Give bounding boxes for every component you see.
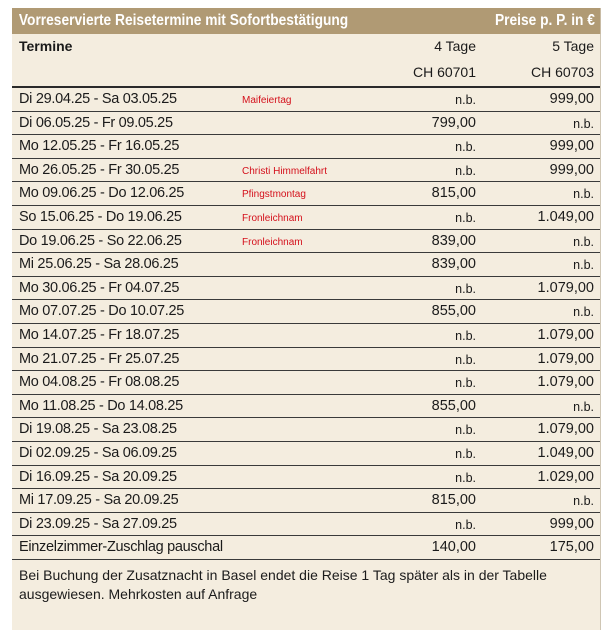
table-row bbox=[12, 489, 600, 513]
row-price-5-tage: n.b. bbox=[573, 494, 594, 509]
row-date: Mo 09.06.25 - Do 12.06.25 bbox=[19, 185, 185, 202]
row-price-4-tage: n.b. bbox=[455, 140, 476, 155]
row-date: Mo 26.05.25 - Fr 30.05.25 bbox=[19, 161, 180, 178]
table-row bbox=[12, 536, 600, 560]
row-date: Mi 25.06.25 - Sa 28.06.25 bbox=[19, 256, 179, 273]
row-price-4-tage: n.b. bbox=[455, 328, 476, 343]
row-date: Do 19.06.25 - So 22.06.25 bbox=[19, 232, 182, 249]
row-price-5-tage: 1.029,00 bbox=[537, 468, 594, 485]
table-row bbox=[12, 395, 600, 419]
table-row bbox=[12, 513, 600, 537]
row-price-4-tage: n.b. bbox=[455, 423, 476, 438]
row-price-4-tage: 799,00 bbox=[431, 114, 476, 131]
table-row bbox=[12, 371, 600, 395]
table-row bbox=[12, 253, 600, 277]
price-note: Preise p. P. in € bbox=[494, 12, 595, 29]
table-title: Vorreservierte Reisetermine mit Sofortbestätigung bbox=[18, 12, 349, 29]
row-price-4-tage: 839,00 bbox=[431, 256, 476, 273]
row-price-4-tage: n.b. bbox=[455, 446, 476, 461]
row-date: Di 19.08.25 - Sa 23.08.25 bbox=[19, 421, 177, 438]
table-row bbox=[12, 277, 600, 301]
row-date: Mi 17.09.25 - Sa 20.09.25 bbox=[19, 492, 179, 509]
table-row bbox=[12, 88, 600, 112]
header-termine: Termine bbox=[19, 38, 73, 54]
row-price-5-tage: 1.079,00 bbox=[537, 279, 594, 296]
row-date: Di 16.09.25 - Sa 20.09.25 bbox=[19, 468, 177, 485]
row-price-5-tage: 175,00 bbox=[549, 539, 594, 556]
row-date: Mo 11.08.25 - Do 14.08.25 bbox=[19, 397, 183, 414]
row-date: Mo 12.05.25 - Fr 16.05.25 bbox=[19, 138, 180, 155]
table-row bbox=[12, 206, 600, 230]
table-row bbox=[12, 300, 600, 324]
header-4-tage: 4 Tage bbox=[434, 38, 476, 54]
row-price-4-tage: n.b. bbox=[455, 470, 476, 485]
row-date: Mo 21.07.25 - Fr 25.07.25 bbox=[19, 350, 180, 367]
row-price-4-tage: 140,00 bbox=[431, 539, 476, 556]
row-price-4-tage: n.b. bbox=[455, 352, 476, 367]
table-row bbox=[12, 466, 600, 490]
table-row bbox=[12, 442, 600, 466]
table-rows bbox=[12, 88, 600, 560]
row-price-5-tage: n.b. bbox=[573, 258, 594, 273]
row-price-4-tage: n.b. bbox=[455, 210, 476, 225]
row-holiday-note: Fronleichnam bbox=[242, 212, 303, 224]
row-price-5-tage: n.b. bbox=[573, 399, 594, 414]
row-price-5-tage: 1.079,00 bbox=[537, 374, 594, 391]
row-date: Einzelzimmer-Zuschlag pauschal bbox=[19, 539, 223, 556]
table-header bbox=[12, 34, 600, 88]
row-holiday-note: Maifeiertag bbox=[242, 95, 292, 106]
row-price-5-tage: n.b. bbox=[573, 187, 594, 202]
table-row bbox=[12, 230, 600, 254]
table-row bbox=[12, 112, 600, 136]
row-price-5-tage: n.b. bbox=[573, 116, 594, 131]
row-date: So 15.06.25 - Do 19.06.25 bbox=[19, 208, 182, 225]
row-price-4-tage: 855,00 bbox=[431, 303, 476, 320]
row-date: Mo 14.07.25 - Fr 18.07.25 bbox=[19, 326, 180, 343]
row-price-5-tage: 999,00 bbox=[549, 91, 594, 107]
row-price-5-tage: n.b. bbox=[573, 234, 594, 249]
row-price-4-tage: 815,00 bbox=[431, 185, 476, 202]
row-date: Mo 07.07.25 - Do 10.07.25 bbox=[19, 303, 185, 320]
row-price-4-tage: 815,00 bbox=[431, 492, 476, 509]
row-holiday-note: Pfingstmontag bbox=[242, 189, 306, 201]
row-date: Mo 04.08.25 - Fr 08.08.25 bbox=[19, 374, 180, 391]
row-price-4-tage: n.b. bbox=[455, 517, 476, 532]
table-row bbox=[12, 324, 600, 348]
price-table bbox=[12, 8, 601, 630]
row-date: Mo 30.06.25 - Fr 04.07.25 bbox=[19, 279, 180, 296]
header-5-tage: 5 Tage bbox=[552, 38, 594, 54]
row-price-5-tage: 1.079,00 bbox=[537, 350, 594, 367]
row-price-4-tage: n.b. bbox=[455, 281, 476, 296]
row-price-5-tage: 1.049,00 bbox=[537, 208, 594, 225]
row-price-4-tage: 839,00 bbox=[431, 232, 476, 249]
table-row bbox=[12, 182, 600, 206]
row-price-5-tage: 999,00 bbox=[549, 161, 594, 178]
row-price-4-tage: 855,00 bbox=[431, 397, 476, 414]
header-code-4: CH 60701 bbox=[412, 64, 476, 80]
header-code-5: CH 60703 bbox=[530, 64, 594, 80]
row-price-5-tage: 1.079,00 bbox=[537, 421, 594, 438]
table-row bbox=[12, 348, 600, 372]
row-date: Di 02.09.25 - Sa 06.09.25 bbox=[19, 444, 177, 461]
row-price-4-tage: n.b. bbox=[455, 93, 476, 107]
row-date: Di 06.05.25 - Fr 09.05.25 bbox=[19, 114, 173, 131]
row-date: Di 29.04.25 - Sa 03.05.25 bbox=[19, 91, 177, 107]
row-price-5-tage: 999,00 bbox=[549, 138, 594, 155]
table-row bbox=[12, 159, 600, 183]
row-price-5-tage: 999,00 bbox=[549, 515, 594, 532]
row-price-5-tage: 1.049,00 bbox=[537, 444, 594, 461]
table-row bbox=[12, 418, 600, 442]
row-price-5-tage: n.b. bbox=[573, 305, 594, 320]
footnote: Bei Buchung der Zusatznacht in Basel endet die Reise 1 Tag später als in der Tabelle ausgewiesen. Mehrkosten auf Anfrage bbox=[19, 566, 547, 602]
row-price-4-tage: n.b. bbox=[455, 163, 476, 178]
row-date: Di 23.09.25 - Sa 27.09.25 bbox=[19, 515, 177, 532]
title-bar bbox=[12, 8, 600, 34]
row-price-4-tage: n.b. bbox=[455, 376, 476, 391]
row-price-5-tage: 1.079,00 bbox=[537, 326, 594, 343]
table-row bbox=[12, 135, 600, 159]
row-holiday-note: Christi Himmelfahrt bbox=[242, 165, 328, 177]
row-holiday-note: Fronleichnam bbox=[242, 236, 303, 248]
